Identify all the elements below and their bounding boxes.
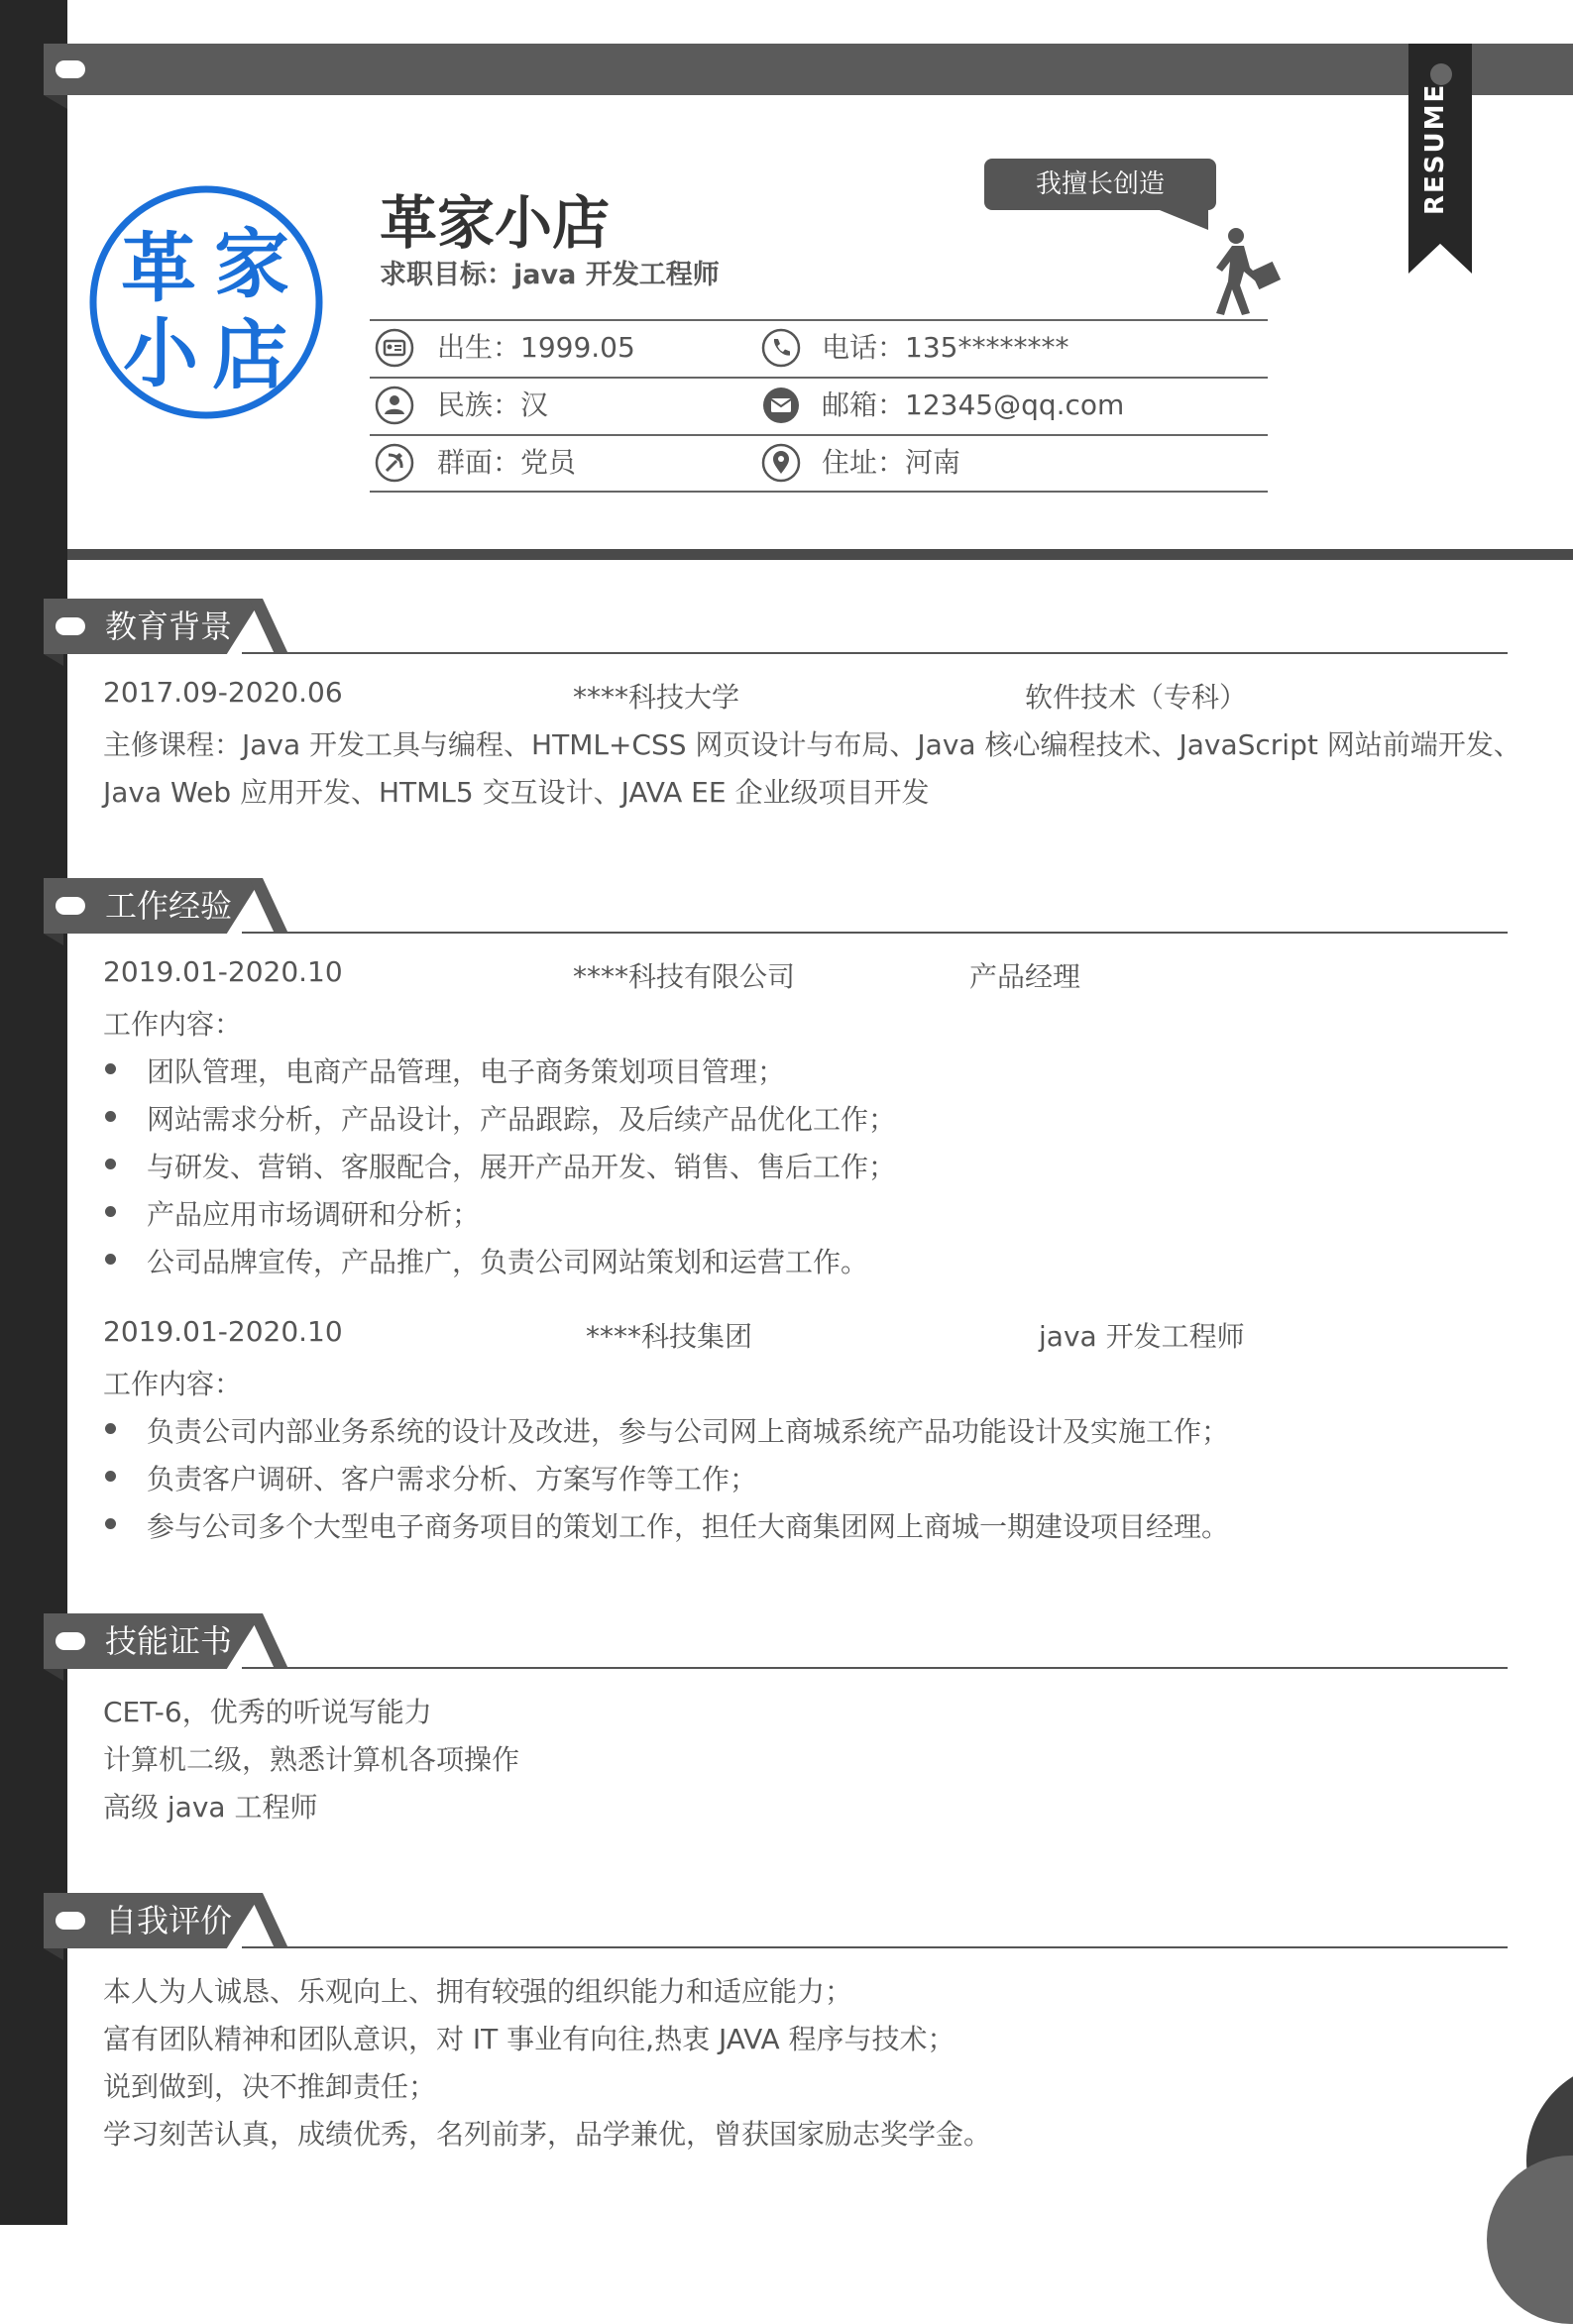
section-title: 工作经验 <box>105 887 233 925</box>
bullet-dot <box>105 1518 116 1529</box>
job-duty-item: 参与公司多个大型电子商务项目的策划工作，担任大商集团网上商城一期建设项目经理。 <box>147 1510 1230 1543</box>
svg-text:革: 革 <box>121 224 196 312</box>
person-icon <box>375 386 414 425</box>
bullet-dot <box>105 1063 116 1074</box>
job-role: java 开发工程师 <box>1039 1320 1245 1353</box>
corner-decoration-circle <box>1487 2156 1573 2324</box>
info-rule <box>370 491 1268 493</box>
info-rule <box>370 377 1268 379</box>
pill-icon <box>56 617 85 635</box>
svg-text:家: 家 <box>214 220 289 308</box>
job-role: 产品经理 <box>969 960 1081 993</box>
self-eval-item: 学习刻苦认真，成绩优秀，名列前茅，品学兼优，曾获国家励志奖学金。 <box>103 2118 992 2151</box>
job-duty-item: 与研发、营销、客服配合，展开产品开发、销售、售后工作； <box>147 1151 897 1183</box>
left-sidebar-strip <box>0 0 67 2225</box>
address-info: 住址：河南 <box>822 446 961 479</box>
job-duty-item: 负责公司内部业务系统的设计及改进，参与公司网上商城系统产品功能设计及实施工作； <box>147 1415 1230 1448</box>
edu-school: ****科技大学 <box>573 681 740 714</box>
section-header-skills <box>44 1613 1508 1669</box>
header-divider <box>67 549 1573 560</box>
section-title: 技能证书 <box>105 1622 233 1660</box>
phone-info: 电话：135******** <box>822 331 1069 364</box>
bullet-dot <box>105 1254 116 1265</box>
section-title: 教育背景 <box>105 608 233 645</box>
job-duty-item: 公司品牌宣传，产品推广，负责公司网站策划和运营工作。 <box>147 1246 869 1278</box>
job-content-label: 工作内容： <box>103 1368 243 1400</box>
bullet-dot <box>105 1423 116 1434</box>
phone-icon <box>761 328 801 368</box>
job-company: ****科技有限公司 <box>573 960 796 993</box>
svg-text:小: 小 <box>123 309 198 397</box>
email-info: 邮箱：12345@qq.com <box>822 388 1125 421</box>
speech-bubble-tail <box>1155 208 1208 230</box>
party-emblem-icon <box>375 443 414 483</box>
info-rule <box>370 434 1268 436</box>
section-header-education <box>44 599 1508 654</box>
mail-icon <box>761 386 801 425</box>
bullet-dot <box>105 1159 116 1169</box>
job-period: 2019.01-2020.10 <box>103 1315 343 1348</box>
edu-major: 软件技术（专科） <box>1025 681 1248 714</box>
ribbon-dot <box>1430 63 1452 85</box>
ribbon-label: RESUME <box>1420 82 1450 215</box>
ethnicity-info: 民族：汉 <box>437 388 549 421</box>
bullet-dot <box>105 1111 116 1122</box>
birth-info: 出生：1999.05 <box>437 331 635 364</box>
self-eval-item: 本人为人诚恳、乐观向上、拥有较强的组织能力和适应能力； <box>103 1975 853 2008</box>
bullet-dot <box>105 1471 116 1482</box>
pill-icon <box>56 1632 85 1650</box>
speech-bubble: 我擅长创造 <box>984 159 1216 210</box>
job-objective: 求职目标：java 开发工程师 <box>380 260 720 290</box>
location-pin-icon <box>761 443 801 483</box>
edu-courses-line: Java Web 应用开发、HTML5 交互设计、JAVA EE 企业级项目开发 <box>103 776 930 809</box>
id-card-icon <box>375 328 414 368</box>
job-duty-item: 网站需求分析，产品设计，产品跟踪，及后续产品优化工作； <box>147 1103 897 1136</box>
job-content-label: 工作内容： <box>103 1008 243 1041</box>
job-duty-item: 产品应用市场调研和分析； <box>147 1198 481 1231</box>
edu-courses-line: 主修课程：Java 开发工具与编程、HTML+CSS 网页设计与布局、Java 核心编程技术、JavaScript 网站前端开发、 <box>103 728 1521 761</box>
walking-businessman-icon <box>1204 226 1284 320</box>
svg-text:店: 店 <box>212 311 287 399</box>
info-rule <box>370 319 1268 321</box>
edu-period: 2017.09-2020.06 <box>103 676 343 709</box>
job-period: 2019.01-2020.10 <box>103 955 343 988</box>
pill-icon <box>56 1912 85 1930</box>
candidate-name: 革家小店 <box>380 189 611 257</box>
top-header-bar <box>44 44 1573 95</box>
section-header-work <box>44 878 1508 934</box>
skill-item: 高级 java 工程师 <box>103 1791 318 1824</box>
section-title: 自我评价 <box>105 1902 233 1939</box>
self-eval-item: 富有团队精神和团队意识，对 IT 事业有向往,热衷 JAVA 程序与技术； <box>103 2023 955 2055</box>
self-eval-item: 说到做到，决不推卸责任； <box>103 2070 437 2103</box>
political-info: 群面：党员 <box>437 446 577 479</box>
bullet-dot <box>105 1206 116 1217</box>
skill-item: CET-6，优秀的听说写能力 <box>103 1696 432 1728</box>
job-duty-item: 团队管理，电商产品管理，电子商务策划项目管理； <box>147 1055 786 1088</box>
skill-item: 计算机二级，熟悉计算机各项操作 <box>103 1743 520 1776</box>
top-bar-fold <box>44 95 67 109</box>
pill-icon <box>56 897 85 915</box>
job-company: ****科技集团 <box>586 1320 753 1353</box>
pill-icon <box>56 60 85 78</box>
job-duty-item: 负责客户调研、客户需求分析、方案写作等工作； <box>147 1463 758 1495</box>
seal-stamp-logo <box>87 183 325 421</box>
section-header-self-eval <box>44 1893 1508 1948</box>
